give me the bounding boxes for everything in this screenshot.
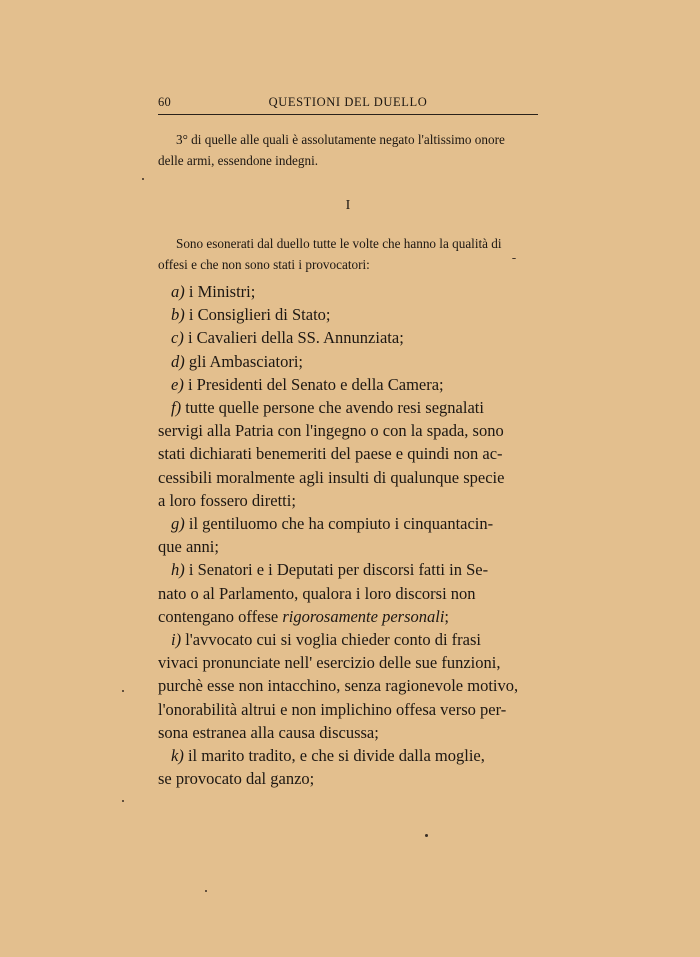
list-item-f <box>158 396 538 512</box>
item-label: b) <box>171 305 185 325</box>
paper-speck <box>142 178 144 180</box>
list-item-k <box>158 744 538 790</box>
item-label: k) <box>171 746 184 766</box>
paper-speck <box>122 800 124 802</box>
item-text: i Presidenti del Senato e della Camera; <box>187 374 444 394</box>
item-label: g) <box>171 514 185 534</box>
item-text: sona estranea alla causa discussa; <box>158 722 379 742</box>
item-label: f) <box>171 398 182 418</box>
item-label: i) <box>171 630 182 650</box>
item-text: i Ministri; <box>188 282 256 301</box>
intro-paragraph <box>158 129 539 171</box>
page-number: 60 <box>158 95 172 109</box>
intro-line-2: delle armi, essendone indegni. <box>158 153 319 168</box>
list-item-c <box>158 326 538 349</box>
running-header <box>158 95 538 113</box>
item-text: a loro fossero diretti; <box>158 490 296 510</box>
intro-line-1: 3° di quelle alle quali è assolutamente negato l'altissimo onore <box>176 132 505 147</box>
paper-speck <box>122 690 124 692</box>
item-text: servigi alla Patria con l'ingegno o con la spada, sono <box>158 421 504 441</box>
item-label: d) <box>171 351 185 371</box>
item-text: purchè esse non intacchino, senza ragionevole motivo, <box>158 676 519 696</box>
item-label: c) <box>171 328 184 348</box>
section-number: I <box>345 198 351 213</box>
paper-speck <box>425 834 428 837</box>
exemption-list <box>158 280 538 790</box>
item-text: nato o al Parlamento, qualora i loro discorsi non <box>158 583 476 603</box>
running-title: QUESTIONI DEL DUELLO <box>268 95 428 109</box>
paper-speck <box>512 258 516 259</box>
list-item-h <box>158 558 538 628</box>
item-text: i Consiglieri di Stato; <box>188 305 331 325</box>
item-text-plain: contengano offese <box>158 606 283 626</box>
item-text: i Senatori e i Deputati per discorsi fatti in Se- <box>188 560 489 580</box>
item-text: stati dichiarati benemeriti del paese e quindi non ac- <box>158 444 503 464</box>
item-label: h) <box>171 560 185 580</box>
list-item-a <box>158 280 538 303</box>
lead-line-2: offesi e che non sono stati i provocatori: <box>158 257 370 272</box>
list-item-g <box>158 512 538 558</box>
item-label: e) <box>171 374 184 394</box>
list-item-d <box>158 350 538 373</box>
item-text: i Cavalieri della SS. Annunziata; <box>187 328 404 348</box>
list-item-e <box>158 373 538 396</box>
item-text: se provocato dal ganzo; <box>158 769 315 789</box>
list-item-i <box>158 628 538 744</box>
item-text: il gentiluomo che ha compiuto i cinquantacin- <box>188 514 494 534</box>
item-text: il marito tradito, e che si divide dalla moglie, <box>187 746 485 766</box>
item-text: vivaci pronunciate nell' esercizio delle sue funzioni, <box>158 653 501 673</box>
item-text: l'avvocato cui si voglia chieder conto di frasi <box>185 630 481 650</box>
lead-paragraph <box>158 233 539 275</box>
item-text-last <box>158 605 538 628</box>
item-text-tail: ; <box>444 606 450 626</box>
item-text: tutte quelle persone che avendo resi segnalati <box>185 398 484 418</box>
item-text: que anni; <box>158 537 219 557</box>
item-text: gli Ambasciatori; <box>188 351 303 371</box>
item-label: a) <box>171 282 185 301</box>
paper-speck <box>205 890 207 892</box>
item-text: cessibili moralmente agli insulti di qualunque specie <box>158 467 505 487</box>
list-item-b <box>158 303 538 326</box>
item-text: l'onorabilità altrui e non implichino offesa verso per- <box>158 699 507 719</box>
header-rule <box>158 114 538 115</box>
item-text-emphasis: rigorosamente personali <box>282 606 445 626</box>
lead-line-1: Sono esonerati dal duello tutte le volte che hanno la qualità di <box>176 236 502 251</box>
